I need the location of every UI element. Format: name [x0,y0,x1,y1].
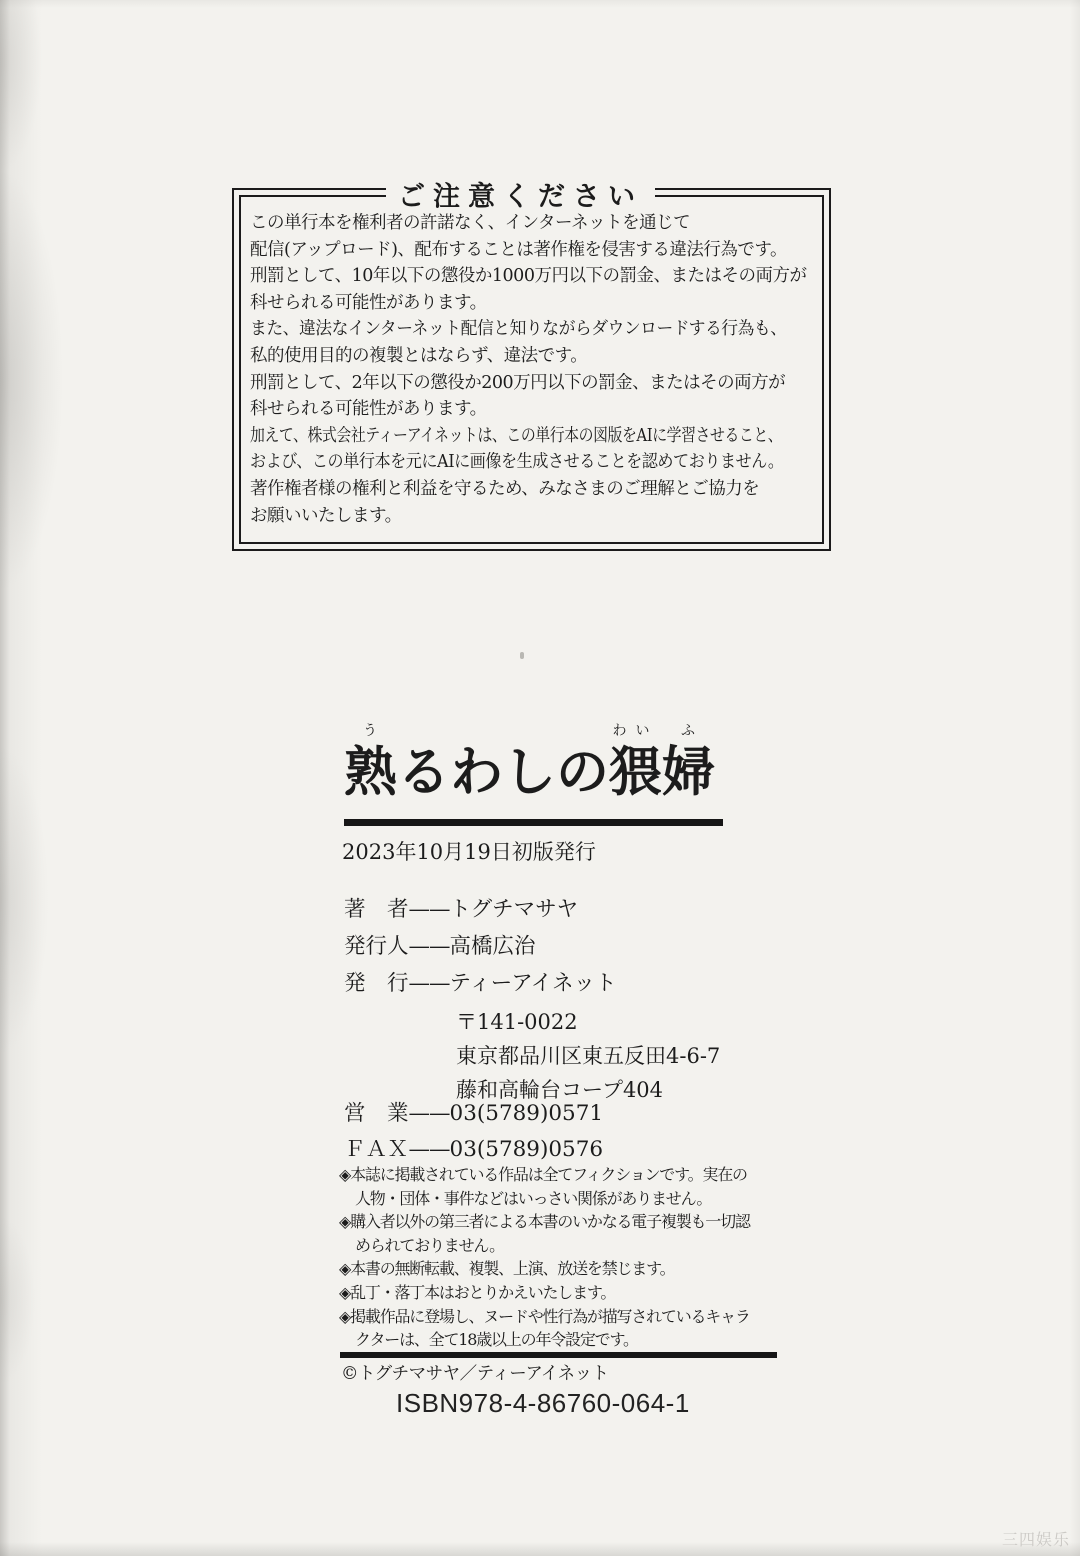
note-text: 購入者以外の第三者による本書のいかなる電子複製も一切認められておりません。 [350,1212,750,1255]
address-line: 東京都品川区東五反田4-6-7 [456,1044,721,1068]
title-segment [662,722,715,802]
warning-line: 著作権者様の権利と利益を守るため、みなさまのご理解とご協力を [250,478,760,499]
legal-note [339,1210,755,1257]
title-segment [344,722,397,802]
credit-value: トグチマサヤ [449,897,579,922]
diamond-bullet-icon: ◈ [339,1306,351,1326]
credits-block [344,891,617,1002]
book-title [344,722,715,802]
note-text: 乱丁・落丁本はおとりかえいたします。 [350,1282,616,1302]
copyright-warning-box [232,181,831,551]
warning-line: この単行本を権利者の許諾なく、インターネットを通じて [250,213,691,233]
legal-note [339,1163,755,1210]
dash-separator: —— [408,1101,450,1126]
dash-separator: —— [408,934,450,959]
diamond-bullet-icon: ◈ [339,1165,351,1184]
note-text: 掲載作品に登場し、ヌードや性行為が描写されているキャラクターは、全て18歳以上の年令設定です。 [350,1306,750,1350]
warning-line: 刑罰として、10年以下の懲役か1000万円以下の罰金、またはその両方が [250,266,807,287]
warning-box-title: ご注意ください [386,175,655,214]
title-text: 熟 [344,741,397,803]
address-line: 藤和高輪台コープ404 [456,1078,664,1102]
credit-label: 発 行 [344,971,409,996]
note-text: 本誌に掲載されている作品は全てフィクションです。実在の人物・団体・事件などはいっさい関係がありません。 [350,1165,747,1208]
credit-label: 著 者 [344,897,409,922]
title-text: 猥 [609,741,662,803]
contact-value: 03(5789)0571 [449,1101,604,1126]
title-text: るわしの [397,741,609,803]
note-text: 本書の無断転載、複製、上演、放送を禁じます。 [350,1259,675,1279]
publisher-address [456,1005,720,1107]
bottom-rule [340,1352,777,1358]
title-text: 婦 [662,741,715,803]
warning-box-body [250,210,819,529]
credit-value: ティーアイネット [449,971,617,996]
scan-speck [520,652,524,659]
warning-line: 加えて、株式会社ティーアイネットは、この単行本の図版をAIに学習させること、 [250,425,783,446]
dash-separator: —— [408,971,450,996]
credit-row-author [344,891,617,928]
legal-note [339,1281,755,1305]
isbn-number: ISBN978-4-86760-064-1 [396,1388,690,1418]
scanlation-watermark: 三四娱乐 [1002,1532,1071,1549]
credit-row-publisher-person [344,928,617,965]
title-underline-rule [344,819,723,826]
contact-value: 03(5789)0576 [449,1137,604,1162]
legal-note [339,1305,755,1352]
diamond-bullet-icon: ◈ [339,1259,351,1279]
warning-line: 私的使用目的の複製とはならず、違法です。 [250,345,588,366]
legal-note [339,1257,755,1281]
copyright-line: ©トグチマサヤ／ティーアイネット [341,1364,609,1384]
furigana: ふ [681,723,696,739]
title-segment [609,722,662,802]
dash-separator: —— [408,897,450,922]
warning-line: 配信(アップロード)、配布することは著作権を侵害する違法行為です。 [250,239,788,260]
credit-label: 発行人 [344,934,409,959]
postal-code: 〒141-0022 [456,1010,578,1034]
diamond-bullet-icon: ◈ [339,1212,351,1232]
warning-line: および、この単行本を元にAIに画像を生成させることを認めておりません。 [250,452,784,473]
furigana: わい [612,723,659,739]
legal-notes [339,1163,755,1352]
warning-line: 刑罰として、2年以下の懲役か200万円以下の罰金、またはその両方が [250,372,786,393]
warning-line: 科せられる可能性があります。 [250,292,487,313]
contact-label: ＦＡＸ [344,1137,409,1162]
edition-date: 2023年10月19日初版発行 [342,840,596,864]
diamond-bullet-icon: ◈ [339,1282,351,1302]
warning-line: お願いいたします。 [250,505,402,526]
contact-label: 営 業 [344,1101,409,1126]
contact-row-sales [344,1096,603,1132]
title-segment [397,722,609,802]
warning-line: 科せられる可能性があります。 [250,399,487,420]
furigana: う [363,723,378,739]
warning-line: また、違法なインターネット配信と知りながらダウンロードする行為も、 [250,319,787,340]
credit-value: 高橋広治 [449,934,536,959]
dash-separator: —— [408,1137,450,1162]
credit-row-publisher [344,965,617,1002]
contacts-block [344,1096,603,1168]
